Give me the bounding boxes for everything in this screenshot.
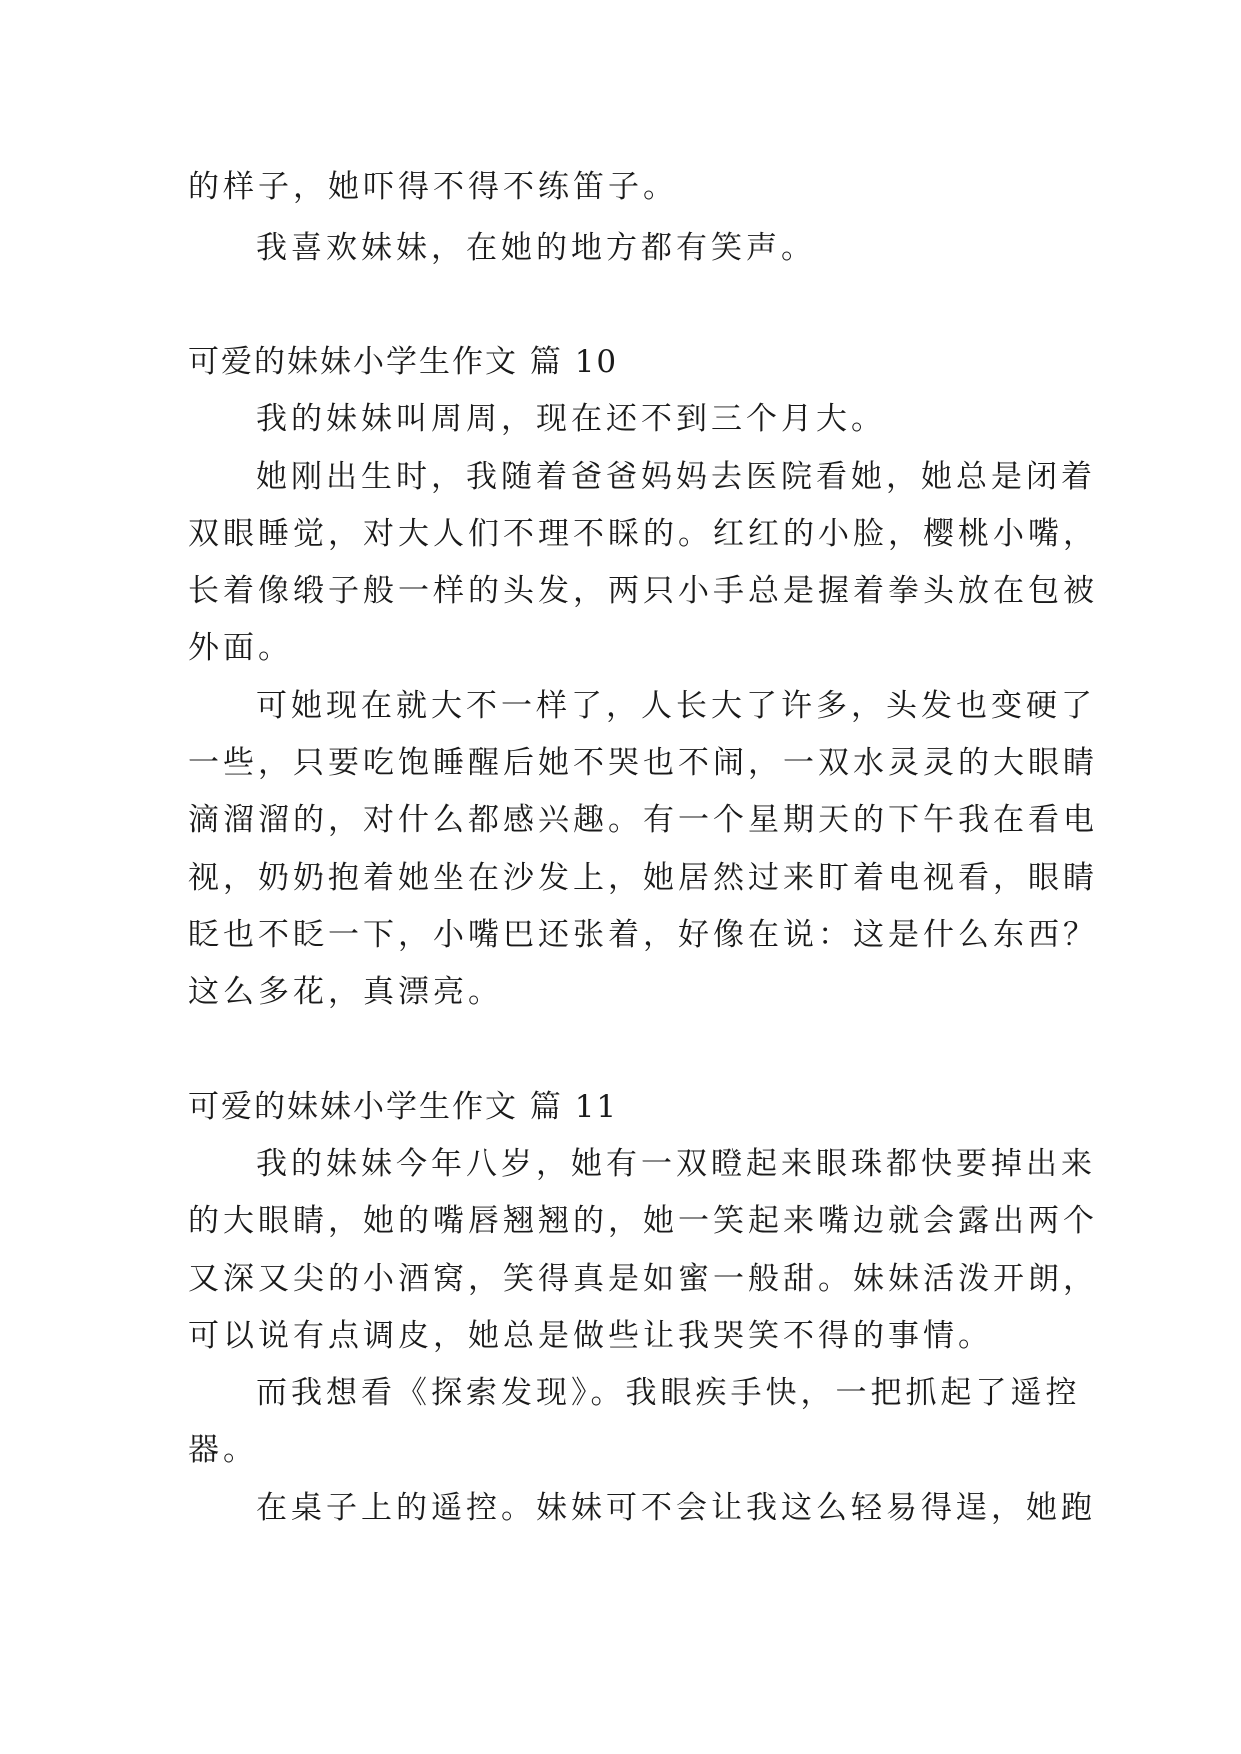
paragraph-line: 而我想看《探索发现》。我眼疾手快，一把抓起了遥控 <box>256 1375 1081 1411</box>
paragraph-line: 视，奶奶抱着她坐在沙发上，她居然过来盯着电视看，眼睛 <box>188 860 1098 896</box>
section-heading-11: 可爱的妹妹小学生作文 篇 11 <box>188 1089 619 1125</box>
paragraph-line: 外面。 <box>188 630 293 666</box>
paragraph-line: 又深又尖的小酒窝，笑得真是如蜜一般甜。妹妹活泼开朗， <box>188 1261 1098 1297</box>
paragraph-line: 我的妹妹今年八岁，她有一双瞪起来眼珠都快要掉出来 <box>256 1146 1096 1182</box>
paragraph-line: 这么多花，真漂亮。 <box>188 974 503 1010</box>
paragraph-line: 她刚出生时，我随着爸爸妈妈去医院看她，她总是闭着 <box>256 459 1096 495</box>
paragraph-line: 我的妹妹叫周周，现在还不到三个月大。 <box>256 401 886 437</box>
paragraph-line: 滴溜溜的，对什么都感兴趣。有一个星期天的下午我在看电 <box>188 802 1098 838</box>
paragraph-line: 可她现在就大不一样了，人长大了许多，头发也变硬了 <box>256 688 1096 724</box>
paragraph-line: 双眼睡觉，对大人们不理不睬的。红红的小脸，樱桃小嘴， <box>188 516 1098 552</box>
paragraph-line: 我喜欢妹妹，在她的地方都有笑声。 <box>256 230 816 266</box>
paragraph-line: 的大眼睛，她的嘴唇翘翘的，她一笑起来嘴边就会露出两个 <box>188 1203 1098 1239</box>
section-heading-10: 可爱的妹妹小学生作文 篇 10 <box>188 344 619 380</box>
paragraph-line: 一些，只要吃饱睡醒后她不哭也不闹，一双水灵灵的大眼睛 <box>188 745 1098 781</box>
paragraph-line: 长着像缎子般一样的头发，两只小手总是握着拳头放在包被 <box>188 573 1098 609</box>
paragraph-line: 的样子，她吓得不得不练笛子。 <box>188 169 678 205</box>
paragraph-line: 眨也不眨一下，小嘴巴还张着，好像在说：这是什么东西？ <box>188 917 1098 953</box>
paragraph-line: 可以说有点调皮，她总是做些让我哭笑不得的事情。 <box>188 1318 993 1354</box>
paragraph-line: 在桌子上的遥控。妹妹可不会让我这么轻易得逞，她跑 <box>256 1490 1096 1526</box>
paragraph-line: 器。 <box>188 1432 258 1468</box>
